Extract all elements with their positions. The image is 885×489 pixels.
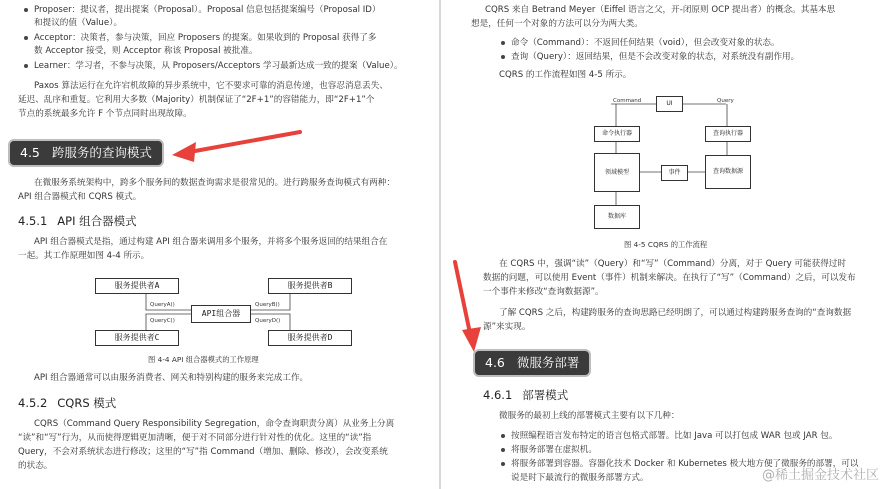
service-b-box: 服务提供者B bbox=[268, 278, 352, 294]
query-c-label: QueryC() bbox=[150, 318, 175, 324]
section-title: 微服务部署 bbox=[516, 355, 580, 370]
right-para1-line-1: CQRS 来自 Betrand Meyer（Eiffel 语言之父，开-闭原则 OCP 提出者）的概念。其基本思 bbox=[485, 5, 836, 15]
subsection-title: 部署模式 bbox=[522, 388, 569, 402]
api-composer-box: API组合器 bbox=[191, 305, 251, 323]
subsection-number: 4.5.1 bbox=[18, 214, 48, 228]
query-executor-box: 查询执行器 bbox=[705, 126, 751, 142]
bullet-query: 查询（Query）：返回结果，但是不会改变对象的状态，对系统没有副作用。 bbox=[511, 52, 800, 62]
service-c-box: 服务提供者C bbox=[95, 330, 179, 346]
query-a-label: QueryA() bbox=[150, 302, 175, 308]
right-page bbox=[441, 0, 885, 489]
cqrs-line-3: Query，不会对系统状态进行修改；这里的“写”指 Command（增加、删除、修改），会改变系统 bbox=[18, 447, 388, 457]
cqrs-line-2: “读”和“写”行为，从而使得逻辑更加清晰，便于对不同部分进行针对性的优化。这里的“读”指 bbox=[18, 433, 372, 443]
cqrs-line-4: 的状态。 bbox=[18, 461, 53, 471]
api-line-1: API 组合器模式是指，通过构建 API 组合器来调用多个服务，并将多个服务返回的结果组合在 bbox=[34, 237, 388, 247]
red-arrow-icon bbox=[0, 0, 440, 489]
section-title: 跨服务的查询模式 bbox=[51, 145, 152, 160]
right-para2-line-1: 在 CQRS 中，强调“读”（Query）和“写”（Command）分离，对于 Query 可能获得过时 bbox=[499, 259, 846, 269]
bullet-command: 命令（Command）：不返回任何结果（void），但会改变对象的状态。 bbox=[511, 38, 780, 48]
bullet-proposer-cont: 和提议的值（Value）。 bbox=[34, 18, 123, 28]
paxos-line-3: 节点的系统最多允许 F 个节点同时出现故障。 bbox=[18, 109, 192, 119]
ui-box: UI bbox=[656, 96, 683, 112]
deploy-intro: 微服务的最初上线的部署模式主要有以下几种： bbox=[499, 411, 680, 421]
query-label: Query bbox=[717, 98, 734, 104]
service-d-box: 服务提供者D bbox=[268, 330, 352, 346]
flow-intro: CQRS 的工作流程如图 4-5 所示。 bbox=[499, 70, 632, 80]
right-para3-line-1: 了解 CQRS 之后，构建跨服务的查询思路已经明朗了，可以通过构建跨服务查询的“查询数据 bbox=[499, 308, 852, 318]
figure-4-5-caption: 图 4-5 CQRS 的工作流程 bbox=[624, 240, 708, 249]
subsection-title: API 组合器模式 bbox=[57, 214, 137, 228]
left-page bbox=[0, 0, 440, 489]
subsection-number: 4.5.2 bbox=[18, 396, 48, 410]
deploy-bullet-vm: 将服务部署在虚拟机。 bbox=[511, 445, 597, 455]
command-executor-box: 命令执行器 bbox=[594, 126, 640, 142]
intro-line-1: 在微服务系统架构中，跨多个服务间的数据查询需求是很常见的。进行跨服务查询模式有两种： bbox=[34, 178, 395, 188]
domain-model-box: 领域模型 bbox=[594, 153, 640, 192]
query-d-label: QueryD() bbox=[255, 318, 281, 324]
command-label: Command bbox=[613, 98, 642, 104]
intro-line-2: API 组合器模式和 CQRS 模式。 bbox=[18, 192, 142, 202]
right-para2-line-2: 数据的问题，可以使用 Event（事件）机制来解决。在执行了“写”（Command）之后，可以发布 bbox=[483, 273, 856, 283]
bullet-acceptor: Acceptor：决策者，参与决策，回应 Proposers 的提案。如果收到的 Proposal 获得了多 bbox=[34, 33, 377, 43]
section-number: 4.5 bbox=[20, 145, 40, 160]
paxos-line-1: Paxos 算法运行在允许宕机故障的异步系统中，它不要求可靠的消息传递，也容忍消息丢失、 bbox=[34, 81, 388, 91]
bullet-proposer: Proposer：提议者，提出提案（Proposal）。Proposal 信息包括提案编号（Proposal ID） bbox=[34, 5, 381, 15]
right-para2-line-3: 一个事件来修改“查询数据源”。 bbox=[483, 287, 604, 297]
query-b-label: QueryB() bbox=[255, 302, 280, 308]
bullet-acceptor-cont: 数 Acceptor 接受，则 Acceptor 称该 Proposal 被批准。 bbox=[34, 46, 258, 56]
query-datasource-box: 查询数据源 bbox=[705, 155, 751, 189]
after-fig44-line: API 组合器通常可以由服务消费者、网关和特别构建的服务来完成工作。 bbox=[34, 373, 309, 383]
right-para1-line-2: 想是，任何一个对象的方法可以分为两大类。 bbox=[471, 19, 643, 29]
subsection-number: 4.6.1 bbox=[483, 388, 513, 402]
subsection-title: CQRS 模式 bbox=[57, 396, 117, 410]
section-number: 4.6 bbox=[485, 355, 505, 370]
deploy-bullet-container-cont: 说是时下最流行的微服务部署方式。 bbox=[511, 473, 649, 483]
deploy-bullet-container: 将服务部署到容器。容器化技术 Docker 和 Kubernetes 极大地方便了微服务的部署，可以 bbox=[511, 459, 859, 469]
paxos-line-2: 延迟、乱序和重复。它利用大多数（Majority）机制保证了“2F+1”的容错能力，即“2F+1”个 bbox=[18, 95, 375, 105]
figure-4-4-caption: 图 4-4 API 组合器模式的工作原理 bbox=[148, 355, 259, 364]
event-box: 事件 bbox=[661, 165, 688, 181]
watermark: @稀土掘金技术社区 bbox=[761, 468, 879, 483]
cqrs-line-1: CQRS（Command Query Responsibility Segregation，命令查询职责分离）从业务上分离 bbox=[34, 419, 395, 429]
service-a-box: 服务提供者A bbox=[95, 278, 179, 294]
bullet-learner: Learner：学习者，不参与决策，从 Proposers/Acceptors 学习最新达成一致的提案（Value）。 bbox=[34, 61, 403, 71]
database-box: 数据库 bbox=[594, 205, 640, 229]
right-para3-line-2: 源”来实现。 bbox=[483, 322, 531, 332]
red-arrow-icon bbox=[441, 0, 885, 489]
deploy-bullet-language: 按照编程语言发布特定的语言包格式部署。比如 Java 可以打包成 WAR 包或 JAR 包。 bbox=[511, 431, 838, 441]
api-line-2: 一起。其工作原理如图 4-4 所示。 bbox=[18, 251, 150, 261]
